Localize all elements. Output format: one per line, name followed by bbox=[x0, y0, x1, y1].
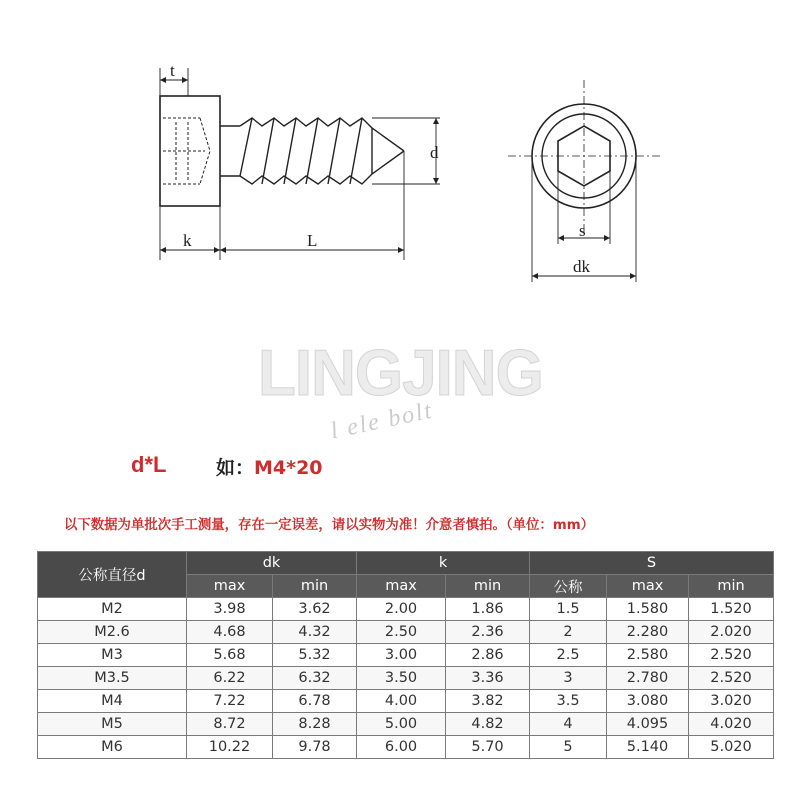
table-cell: 3.020 bbox=[689, 690, 774, 713]
table-cell: M4 bbox=[38, 690, 187, 713]
table-cell: 5.140 bbox=[607, 736, 689, 759]
header-nominal-diameter: 公称直径d bbox=[38, 552, 187, 598]
table-cell: 3.080 bbox=[607, 690, 689, 713]
watermark-logo: LINGJING bbox=[258, 337, 543, 410]
table-cell: 8.72 bbox=[187, 713, 273, 736]
table-cell: 4 bbox=[530, 713, 607, 736]
table-cell: 2 bbox=[530, 621, 607, 644]
table-cell: 8.28 bbox=[273, 713, 357, 736]
subheader: max bbox=[607, 575, 689, 598]
header-group-dk: dk bbox=[187, 552, 357, 575]
dim-label-k: k bbox=[183, 231, 192, 250]
table-cell: 2.5 bbox=[530, 644, 607, 667]
table-cell: 4.68 bbox=[187, 621, 273, 644]
spec-format: d*L bbox=[131, 452, 167, 477]
table-cell: M2.6 bbox=[38, 621, 187, 644]
watermark-subtext: l ele bolt bbox=[328, 397, 436, 445]
table-cell: 4.00 bbox=[357, 690, 446, 713]
spec-example bbox=[216, 453, 323, 480]
table-cell: 1.580 bbox=[607, 598, 689, 621]
table-cell: 3.62 bbox=[273, 598, 357, 621]
subheader: min bbox=[273, 575, 357, 598]
table-cell: 3.82 bbox=[446, 690, 530, 713]
dimension-table bbox=[37, 551, 774, 759]
table-row bbox=[38, 644, 774, 667]
table-cell: 4.82 bbox=[446, 713, 530, 736]
table-cell: 5 bbox=[530, 736, 607, 759]
subheader: min bbox=[689, 575, 774, 598]
example-label: 如： bbox=[216, 457, 255, 479]
table-cell: 3.98 bbox=[187, 598, 273, 621]
example-value: M4*20 bbox=[254, 457, 323, 479]
table-cell: 6.78 bbox=[273, 690, 357, 713]
dim-label-d: d bbox=[430, 143, 439, 162]
table-cell: M5 bbox=[38, 713, 187, 736]
table-cell: 4.095 bbox=[607, 713, 689, 736]
table-row bbox=[38, 736, 774, 759]
table-cell: 2.520 bbox=[689, 667, 774, 690]
table-row bbox=[38, 713, 774, 736]
table-cell: 2.580 bbox=[607, 644, 689, 667]
table-cell: 6.22 bbox=[187, 667, 273, 690]
measurement-note: 以下数据为单批次手工测量，存在一定误差，请以实物为准！介意者慎拍。（单位：mm） bbox=[64, 518, 595, 533]
table-cell: M3 bbox=[38, 644, 187, 667]
screw-technical-drawing bbox=[0, 0, 800, 330]
dim-label-dk: dk bbox=[573, 257, 590, 276]
table-cell: 2.520 bbox=[689, 644, 774, 667]
table-cell: 6.00 bbox=[357, 736, 446, 759]
table-row bbox=[38, 690, 774, 713]
table-cell: 3.50 bbox=[357, 667, 446, 690]
subheader: 公称 bbox=[530, 575, 607, 598]
table-cell: 2.86 bbox=[446, 644, 530, 667]
table-cell: 3 bbox=[530, 667, 607, 690]
subheader: min bbox=[446, 575, 530, 598]
table-cell: 4.020 bbox=[689, 713, 774, 736]
table-cell: 1.520 bbox=[689, 598, 774, 621]
table-cell: 3.36 bbox=[446, 667, 530, 690]
table-cell: M3.5 bbox=[38, 667, 187, 690]
table-cell: 5.68 bbox=[187, 644, 273, 667]
subheader: max bbox=[187, 575, 273, 598]
table-row bbox=[38, 621, 774, 644]
table-cell: 2.50 bbox=[357, 621, 446, 644]
table-cell: 5.32 bbox=[273, 644, 357, 667]
table-cell: 9.78 bbox=[273, 736, 357, 759]
subheader: max bbox=[357, 575, 446, 598]
table-cell: 1.86 bbox=[446, 598, 530, 621]
header-group-k: k bbox=[357, 552, 530, 575]
header-group-s: S bbox=[530, 552, 774, 575]
table-cell: M2 bbox=[38, 598, 187, 621]
dim-label-s: s bbox=[579, 221, 586, 240]
screw-thread bbox=[240, 118, 404, 184]
table-cell: 5.020 bbox=[689, 736, 774, 759]
table-cell: 2.36 bbox=[446, 621, 530, 644]
dim-label-t: t bbox=[170, 61, 175, 80]
table-cell: 5.00 bbox=[357, 713, 446, 736]
dim-label-L: L bbox=[307, 231, 318, 250]
table-cell: 3.00 bbox=[357, 644, 446, 667]
table-cell: 5.70 bbox=[446, 736, 530, 759]
table-cell: 2.280 bbox=[607, 621, 689, 644]
table-cell: 3.5 bbox=[530, 690, 607, 713]
table-cell: 6.32 bbox=[273, 667, 357, 690]
table-cell: 2.020 bbox=[689, 621, 774, 644]
table-cell: 1.5 bbox=[530, 598, 607, 621]
table-row bbox=[38, 667, 774, 690]
table-cell: 4.32 bbox=[273, 621, 357, 644]
table-cell: 2.780 bbox=[607, 667, 689, 690]
table-row bbox=[38, 598, 774, 621]
table-cell: 2.00 bbox=[357, 598, 446, 621]
table-cell: 10.22 bbox=[187, 736, 273, 759]
table-cell: M6 bbox=[38, 736, 187, 759]
table-cell: 7.22 bbox=[187, 690, 273, 713]
